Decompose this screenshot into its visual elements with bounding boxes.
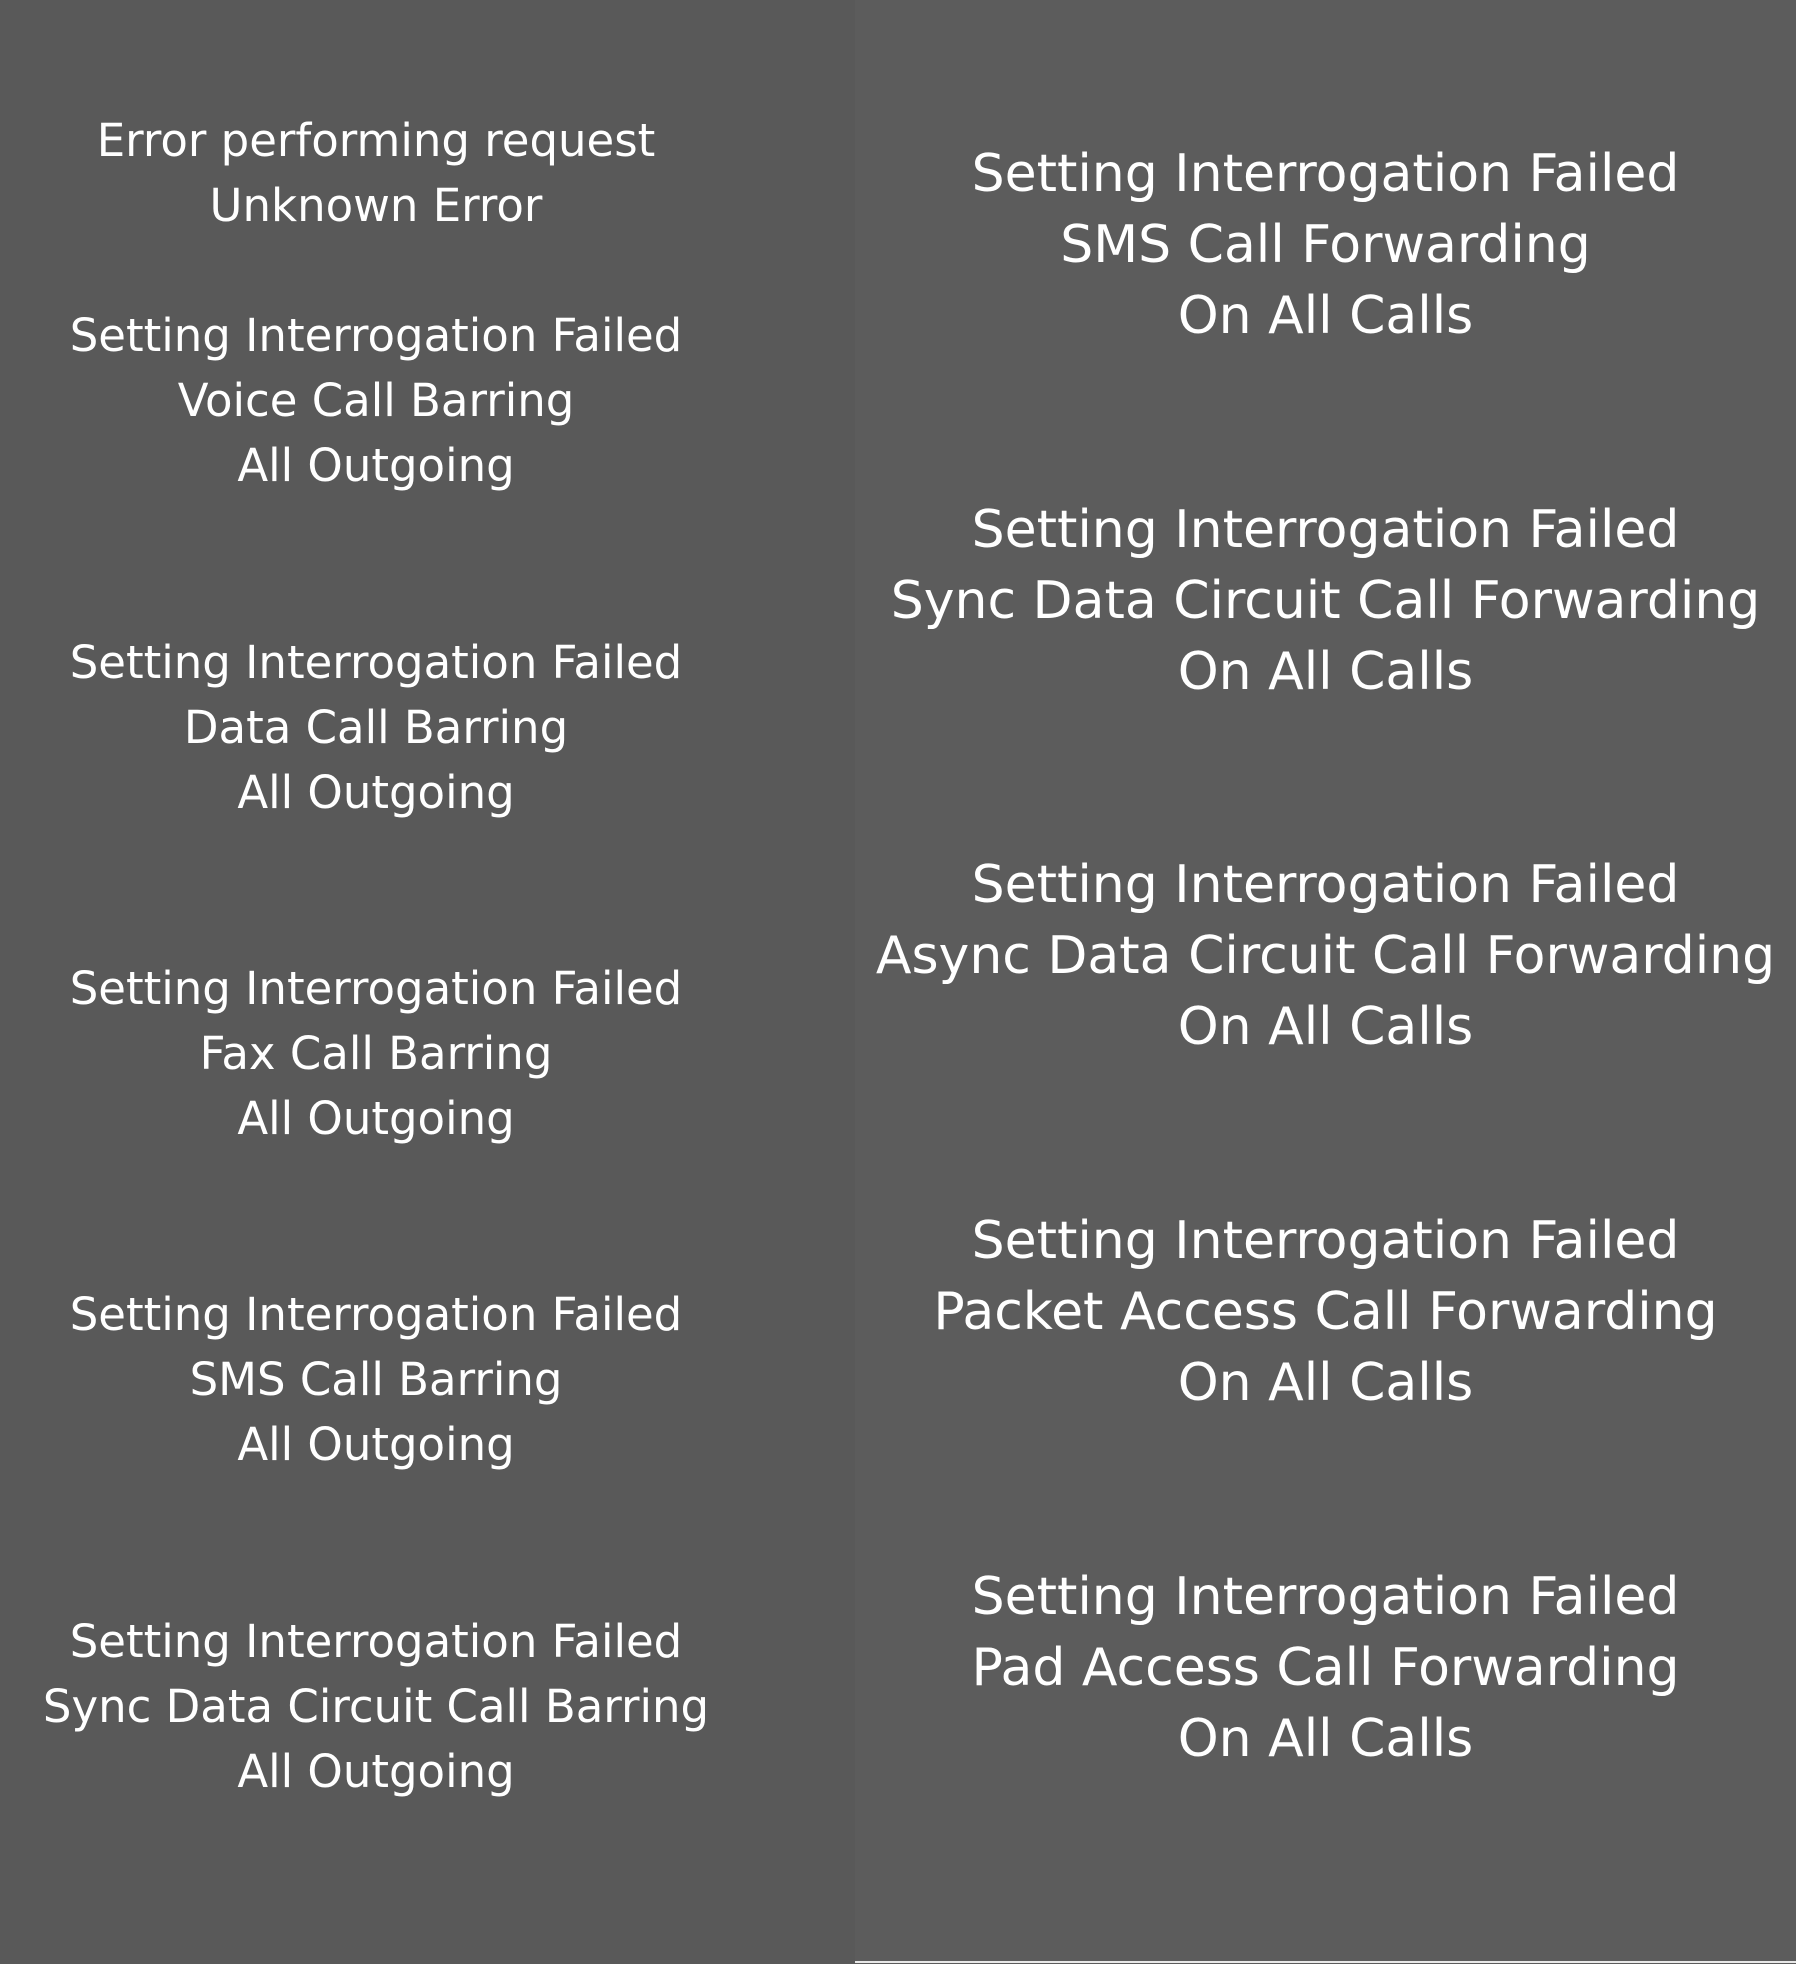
alert-service: Sync Data Circuit Call Barring	[42, 1680, 710, 1733]
alert-title: Setting Interrogation Failed	[69, 962, 683, 1015]
alert-data-call-barring	[0, 630, 752, 825]
alert-condition: All Outgoing	[237, 1745, 515, 1798]
alert-sms-call-barring	[0, 1282, 752, 1477]
alert-fax-call-barring	[0, 956, 752, 1151]
alert-title: Setting Interrogation Failed	[69, 309, 683, 362]
alert-condition: All Outgoing	[237, 1092, 515, 1145]
alert-async-data-circuit-call-forwarding	[855, 850, 1796, 1063]
alert-condition: On All Calls	[1177, 286, 1474, 346]
alert-service: Data Call Barring	[183, 701, 569, 754]
alert-service: Pad Access Call Forwarding	[971, 1638, 1680, 1698]
alert-service: Sync Data Circuit Call Forwarding	[890, 571, 1761, 631]
alert-pad-access-call-forwarding	[855, 1562, 1796, 1775]
alert-service: SMS Call Barring	[189, 1353, 563, 1406]
alert-title: Setting Interrogation Failed	[971, 144, 1680, 204]
alert-title: Setting Interrogation Failed	[69, 636, 683, 689]
alert-condition: All Outgoing	[237, 766, 515, 819]
alert-title: Error performing request	[96, 114, 656, 167]
alert-condition: On All Calls	[1177, 997, 1474, 1057]
alert-message: Unknown Error	[209, 179, 543, 232]
alert-title: Setting Interrogation Failed	[971, 855, 1680, 915]
alert-packet-access-call-forwarding	[855, 1206, 1796, 1419]
alert-title: Setting Interrogation Failed	[971, 1211, 1680, 1271]
alert-sync-data-circuit-call-barring	[0, 1609, 752, 1804]
alert-service: Async Data Circuit Call Forwarding	[875, 926, 1776, 986]
alert-sms-call-forwarding	[855, 139, 1796, 352]
alert-condition: All Outgoing	[237, 439, 515, 492]
alert-title: Setting Interrogation Failed	[69, 1615, 683, 1668]
alert-service: Packet Access Call Forwarding	[933, 1282, 1718, 1342]
left-panel	[0, 0, 855, 1964]
alert-voice-call-barring	[0, 303, 752, 498]
alert-title: Setting Interrogation Failed	[971, 1567, 1680, 1627]
bottom-divider	[855, 1961, 1796, 1963]
alert-title: Setting Interrogation Failed	[971, 500, 1680, 560]
alert-condition: On All Calls	[1177, 642, 1474, 702]
alert-condition: All Outgoing	[237, 1418, 515, 1471]
alert-title: Setting Interrogation Failed	[69, 1288, 683, 1341]
right-panel	[855, 0, 1796, 1964]
alert-condition: On All Calls	[1177, 1709, 1474, 1769]
alert-sync-data-circuit-call-forwarding	[855, 495, 1796, 708]
alert-service: Fax Call Barring	[199, 1027, 553, 1080]
alert-unknown-error	[0, 108, 752, 238]
alert-condition: On All Calls	[1177, 1353, 1474, 1413]
alert-service: Voice Call Barring	[177, 374, 575, 427]
alert-service: SMS Call Forwarding	[1060, 215, 1591, 275]
